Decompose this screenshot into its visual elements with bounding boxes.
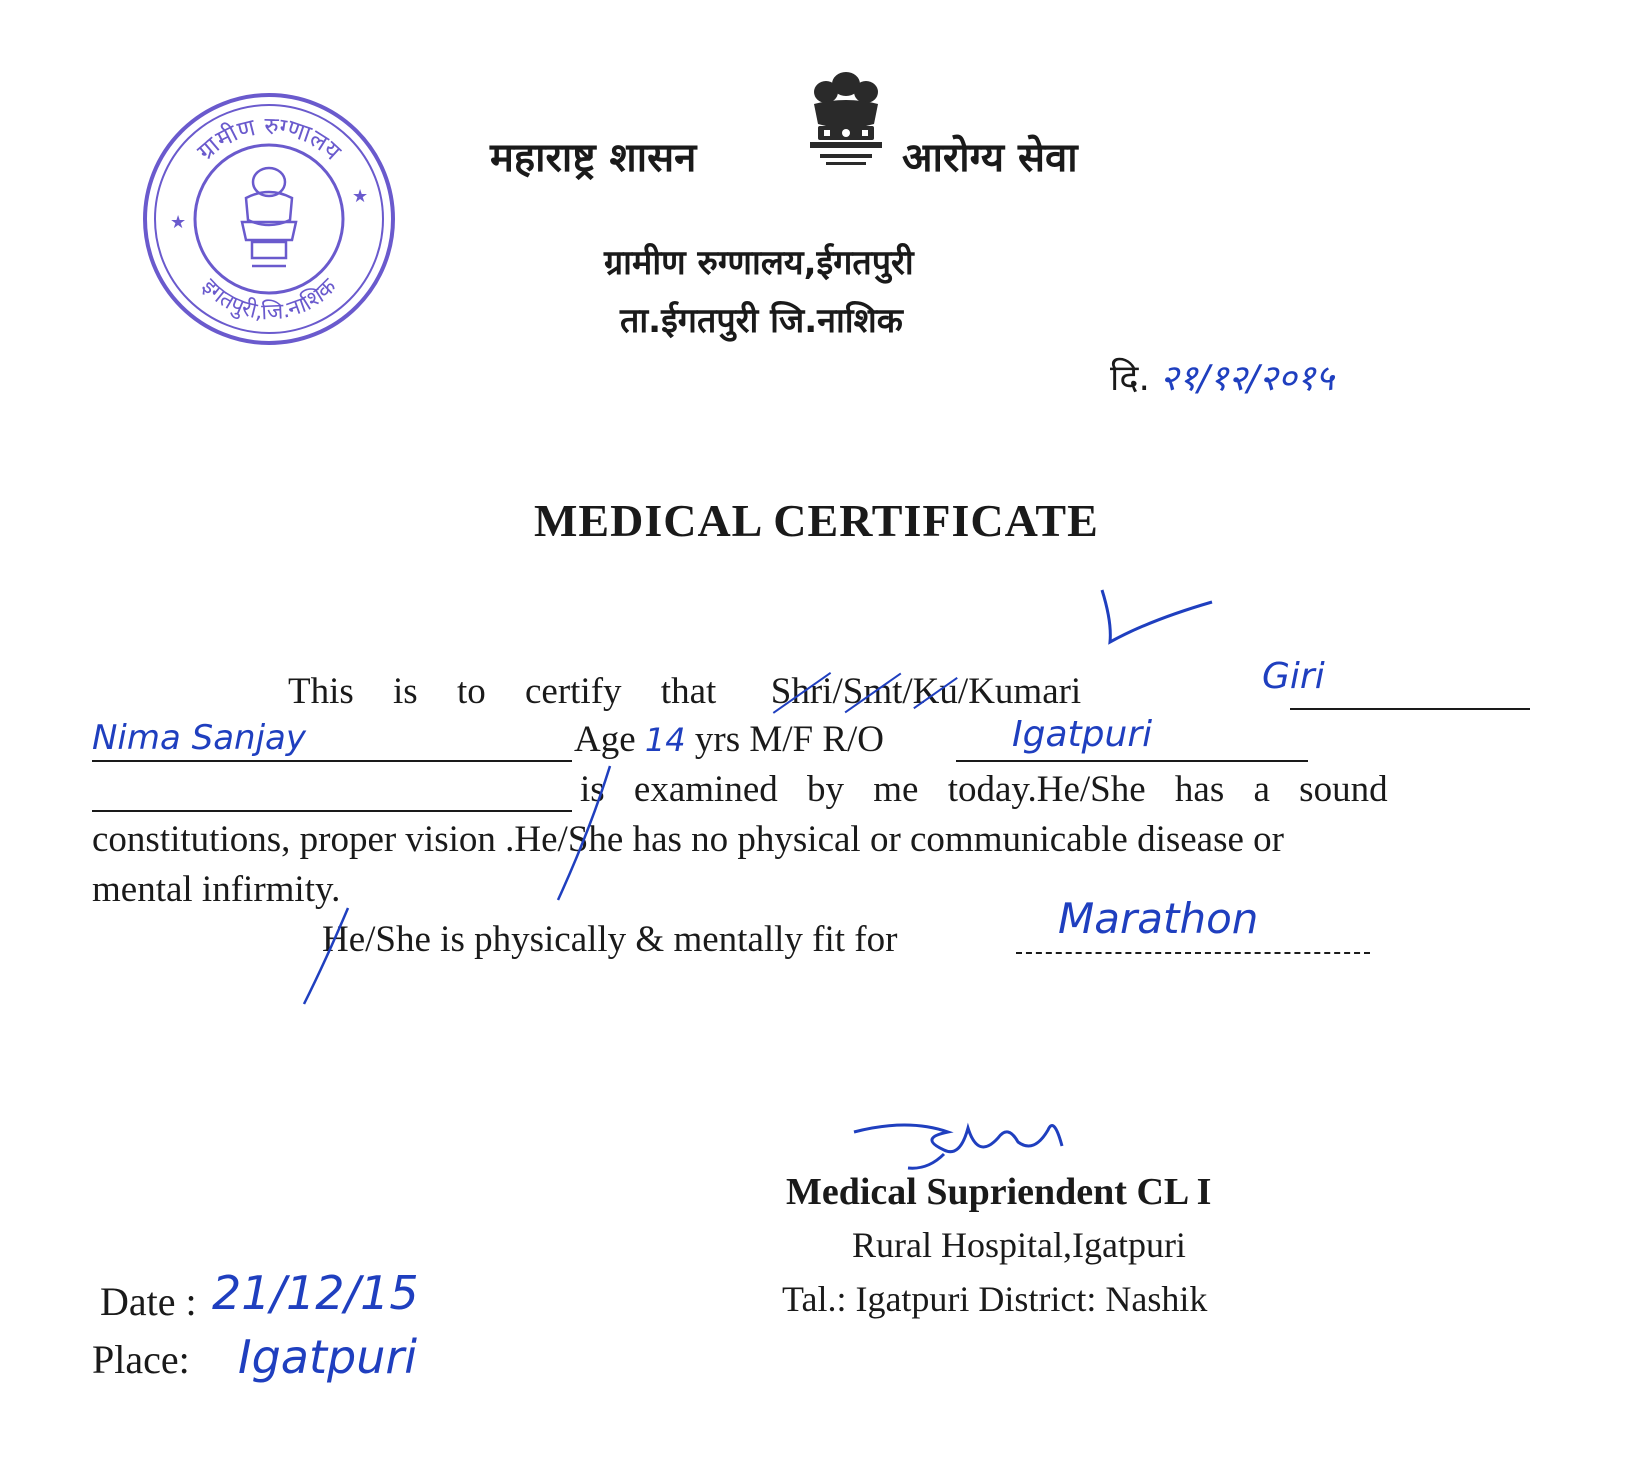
salutation-kumari: Kumari	[968, 671, 1082, 712]
tick-mark-icon	[1090, 580, 1230, 660]
ink-stroke-icon	[290, 900, 370, 1010]
surname-blank-line	[1290, 708, 1530, 710]
examined-text: is examined by me today.He/She has a sound	[580, 769, 1388, 810]
header-hospital-address: ता.ईगतपुरी जि.नाशिक	[620, 301, 903, 341]
fit-for-blank-line	[1016, 952, 1370, 954]
name-blank-line	[92, 760, 572, 762]
signatory-title: Medical Supriendent CL I	[786, 1171, 1212, 1213]
footer-place-value: Igatpuri	[238, 1330, 418, 1384]
svg-text:★: ★	[352, 186, 369, 206]
yrs-label: yrs M/F R/O	[694, 719, 885, 760]
surname-value: Giri	[1262, 656, 1325, 697]
body-line5: mental infirmity.	[92, 869, 341, 910]
header-hospital-name: ग्रामीण रुग्णालय,ईगतपुरी	[604, 243, 914, 283]
footer-date-label: Date :	[100, 1279, 197, 1324]
extra-blank-line	[92, 810, 572, 812]
residence-value: Igatpuri	[1012, 714, 1153, 755]
name-value: Nima Sanjay	[92, 718, 307, 758]
fit-for-label: He/She is physically & mentally fit for	[322, 919, 898, 960]
seal-bottom-text: इगतपुरी,जि.नाशिक	[196, 274, 342, 326]
certify-text: This is to certify that	[288, 671, 717, 712]
seal-top-text: ग्रामीण रुग्णालय	[191, 111, 347, 166]
signatory-address: Tal.: Igatpuri District: Nashik	[782, 1279, 1208, 1319]
body-line2	[574, 718, 884, 761]
signatory-hospital: Rural Hospital,Igatpuri	[852, 1225, 1186, 1265]
footer-place-label: Place:	[92, 1337, 190, 1382]
state-emblem-icon	[800, 66, 892, 172]
salutation-shri: Shri	[770, 671, 833, 712]
body-line4: constitutions, proper vision .He/She has no physical or communicable disease or	[92, 819, 1284, 860]
hospital-seal-stamp	[140, 90, 398, 348]
seal-icon	[140, 90, 398, 348]
certificate-title: MEDICAL CERTIFICATE	[534, 495, 1099, 546]
ink-stroke-icon	[540, 760, 640, 910]
salutation-smt: Smt	[842, 671, 903, 712]
fit-for-value: Marathon	[1058, 894, 1259, 943]
age-label: Age	[574, 719, 636, 760]
header-line1-right: आरोग्य सेवा	[902, 135, 1078, 181]
header-date-label: दि.	[1110, 358, 1150, 399]
header-line1-left: महाराष्ट्र शासन	[490, 135, 697, 181]
salutation-ku: Ku	[912, 671, 958, 712]
age-value: 14	[644, 721, 686, 759]
header-date-value: २१/१२/२०१५	[1160, 358, 1335, 399]
body-line1: This is to certify that Shri/Smt/Ku/Kumari	[288, 671, 1082, 712]
svg-text:★: ★	[170, 212, 187, 232]
footer-date-value: 21/12/15	[212, 1266, 419, 1320]
residence-blank-line	[956, 760, 1308, 762]
